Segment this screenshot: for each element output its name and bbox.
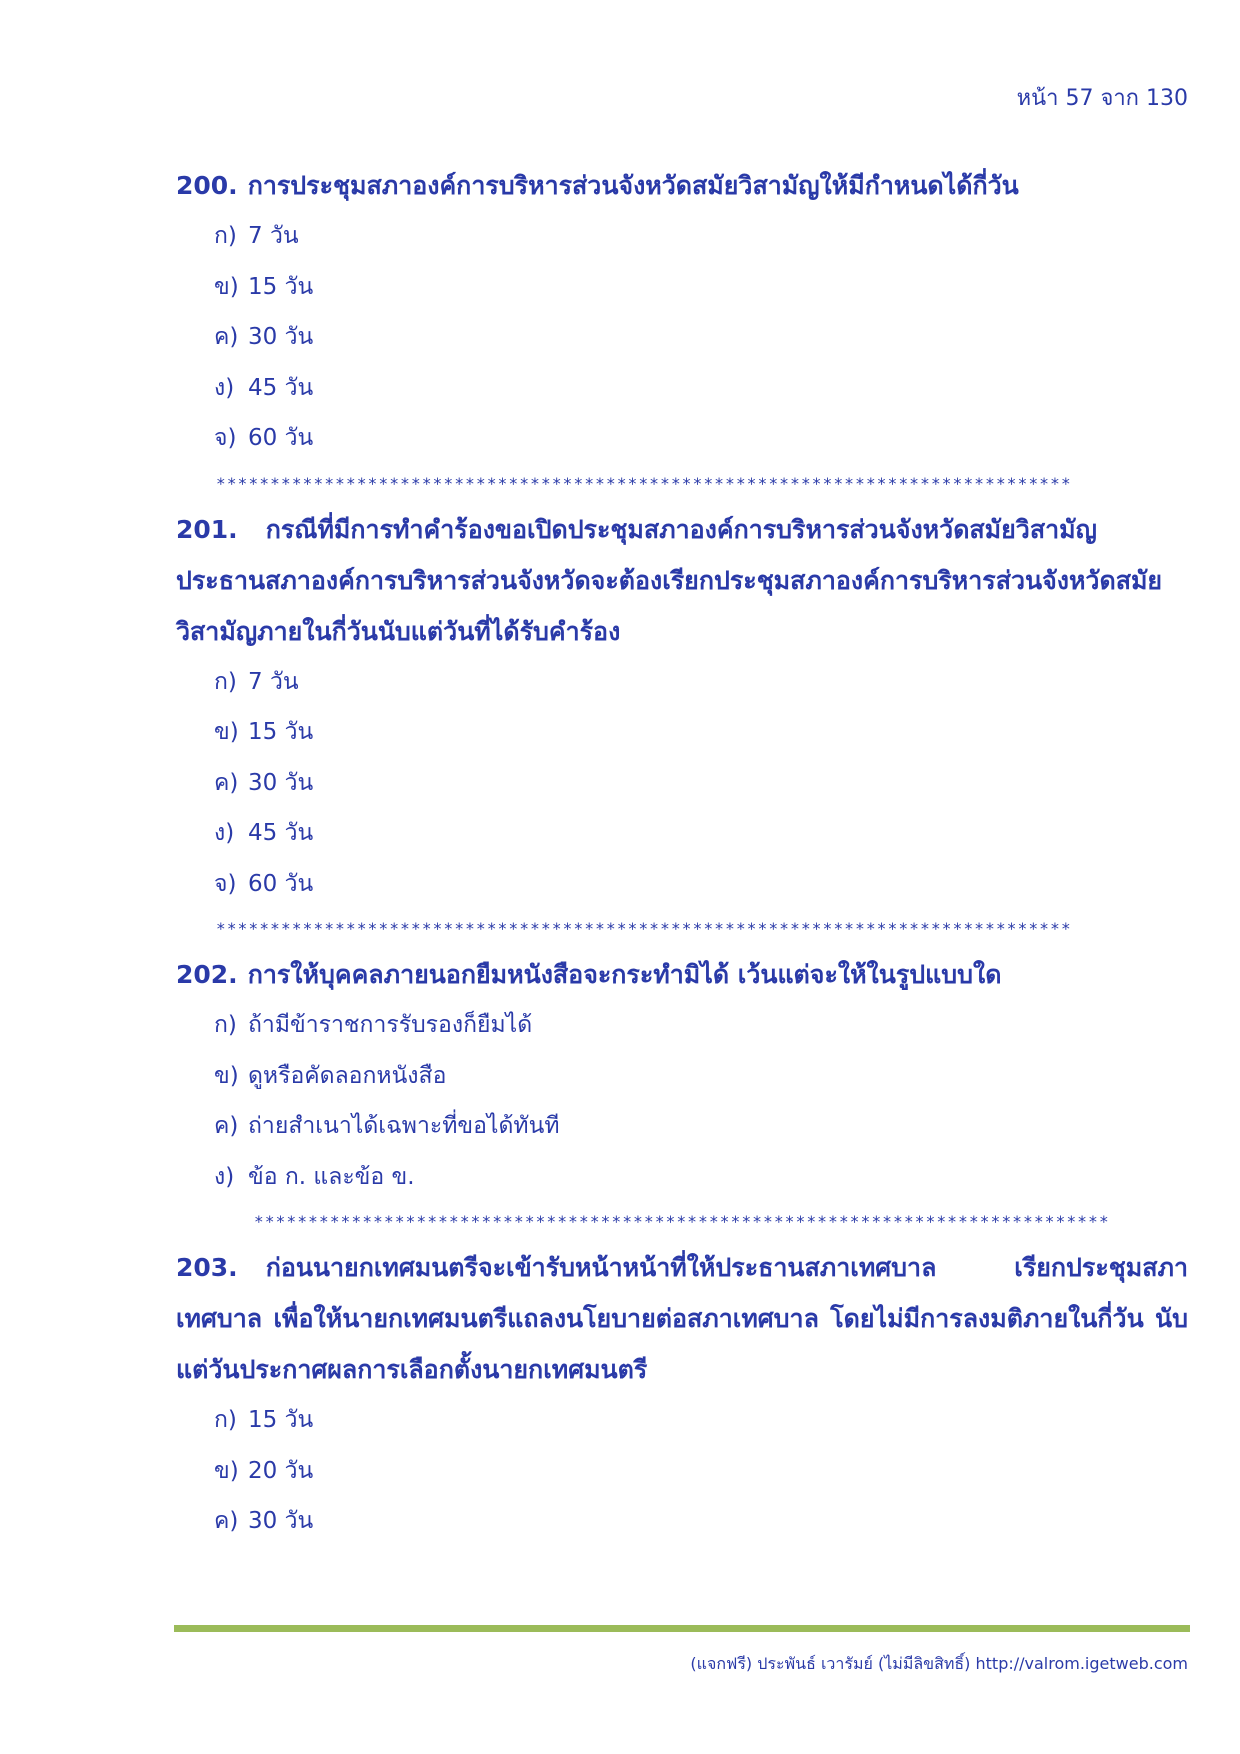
option-text: 45 วัน (248, 820, 314, 846)
question-number: 200. (176, 171, 238, 200)
option-letter: จ) (214, 870, 237, 897)
option-letter: ก) (214, 1407, 237, 1433)
option-text: 15 วัน (248, 273, 314, 300)
question-number: 201. (176, 514, 238, 544)
footer-divider (174, 1625, 1190, 1632)
option-text: 30 วัน (248, 769, 314, 796)
question-text (176, 949, 1188, 1000)
option-item (214, 758, 1188, 809)
option-text: ถ้ามีข้าราชการรับรองก็ยืมได้ (248, 1012, 533, 1038)
question-list (176, 160, 1188, 1547)
option-text: 20 วัน (248, 1457, 314, 1484)
option-letter: ก) (214, 223, 237, 249)
question-number: 203. (176, 1253, 238, 1282)
option-letter: ก) (214, 668, 237, 695)
option-item (214, 1101, 1188, 1152)
option-item (214, 363, 1188, 414)
option-letter: ข) (214, 1457, 239, 1484)
option-list (176, 657, 1188, 910)
question-203 (176, 1242, 1188, 1547)
option-item (214, 859, 1188, 910)
option-list (176, 1000, 1188, 1202)
option-letter: ง) (214, 374, 235, 401)
question-text (176, 504, 1188, 657)
question-stem: ก่อนนายกเทศมนตรีจะเข้ารับหน้าหน้าที่ให้ประธานสภาเทศบาล เรียกประชุมสภาเทศบาล เพื่อให้นายกเทศมนตรีแถลงนโยบายต่อสภาเทศบาล โดยไม่มีการลงมติภายในกี่วัน นับแต่วันประกาศผลการเลือกตั้งนายกเทศมนตรี (176, 1253, 1188, 1384)
question-stem: การให้บุคคลภายนอกยืมหนังสือจะกระทำมิได้ เว้นแต่จะให้ในรูปแบบใด (247, 960, 1002, 989)
footer-credit: (แจกฟรี) ประพันธ์ เวารัมย์ (ไม่มีลิขสิทธิ์) http://valrom.igetweb.com (690, 1654, 1188, 1673)
question-text (176, 1242, 1188, 1395)
separator-line: ******************************************************************************* (216, 919, 1072, 938)
option-item (214, 262, 1188, 313)
question-text (176, 160, 1188, 211)
option-text: 7 วัน (248, 223, 299, 249)
question-200 (176, 160, 1188, 464)
option-item (214, 1000, 1188, 1051)
option-item (214, 1395, 1188, 1446)
option-text: ดูหรือคัดลอกหนังสือ (248, 1062, 447, 1089)
option-text: 15 วัน (248, 1407, 314, 1433)
option-item (214, 1496, 1188, 1547)
question-stem: กรณีที่มีการทำคำร้องขอเปิดประชุมสภาองค์การบริหารส่วนจังหวัดสมัยวิสามัญ ประธานสภาองค์การบริหารส่วนจังหวัดจะต้องเรียกประชุมสภาองค์การบริหารส่วนจังหวัดสมัยวิสามัญภายในกี่วันนับแต่วันที่ได้รับคำร้อง (176, 514, 1163, 646)
separator-line: ******************************************************************************* (216, 473, 1072, 493)
option-item (214, 808, 1188, 859)
option-text: 15 วัน (248, 719, 314, 745)
question-202 (176, 949, 1188, 1202)
option-item (214, 1446, 1188, 1497)
option-text: 45 วัน (248, 374, 314, 401)
question-number: 202. (176, 960, 238, 989)
option-letter: ข) (214, 273, 239, 300)
option-letter: ค) (214, 769, 239, 796)
option-text: ข้อ ก. และข้อ ข. (248, 1163, 415, 1190)
option-list (176, 1395, 1188, 1547)
option-item (214, 1152, 1188, 1203)
page-number: หน้า 57 จาก 130 (1016, 86, 1188, 111)
option-item (214, 707, 1188, 758)
option-item (214, 657, 1188, 708)
option-letter: ง) (214, 820, 235, 846)
question-201 (176, 504, 1188, 910)
option-item (214, 312, 1188, 363)
option-letter: ข) (214, 719, 239, 745)
option-list (176, 211, 1188, 464)
question-stem: การประชุมสภาองค์การบริหารส่วนจังหวัดสมัยวิสามัญให้มีกำหนดได้กี่วัน (247, 171, 1019, 200)
option-letter: จ) (214, 425, 237, 451)
option-text: ถ่ายสำเนาได้เฉพาะที่ขอได้ทันที (248, 1113, 560, 1139)
option-text: 60 วัน (248, 870, 314, 897)
option-text: 30 วัน (248, 324, 314, 350)
separator-line: ******************************************************************************* (254, 1212, 1110, 1231)
option-item (214, 1051, 1188, 1102)
option-letter: ค) (214, 1113, 239, 1139)
option-text: 7 วัน (248, 668, 299, 695)
option-letter: ง) (214, 1163, 235, 1190)
option-text: 60 วัน (248, 425, 314, 451)
option-text: 30 วัน (248, 1508, 314, 1534)
option-letter: ค) (214, 1508, 239, 1534)
option-item (214, 413, 1188, 464)
option-item (214, 211, 1188, 262)
option-letter: ค) (214, 324, 239, 350)
option-letter: ข) (214, 1062, 239, 1089)
option-letter: ก) (214, 1012, 237, 1038)
